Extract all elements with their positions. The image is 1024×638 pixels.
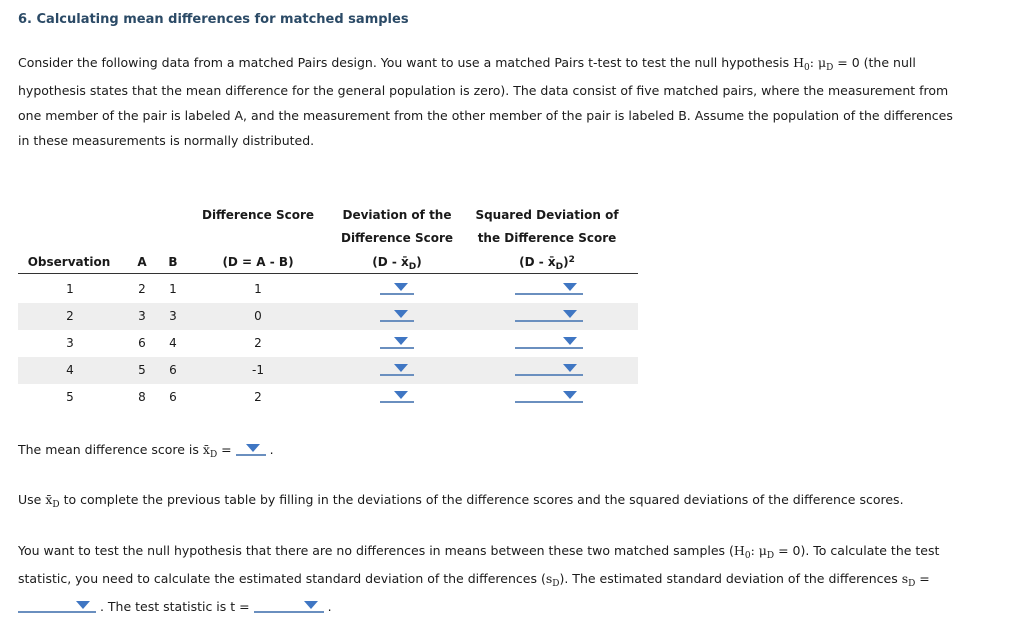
mean-difference-dropdown[interactable] <box>236 440 266 456</box>
cell-difference: 2 <box>254 336 262 350</box>
header-b: B <box>168 255 178 269</box>
header-squared-deviation: the Difference Score <box>477 231 617 245</box>
header-a: A <box>137 255 147 269</box>
table-row <box>18 276 638 303</box>
instruction-text: to complete the previous table by filling in the deviations of the difference scores and the squared deviations of the difference scores. <box>59 492 904 507</box>
chevron-down-icon <box>76 601 90 609</box>
intro-text: = 0 (the null <box>833 55 916 70</box>
chevron-down-icon <box>304 601 318 609</box>
cell-a: 6 <box>138 336 146 350</box>
cell-observation: 3 <box>66 336 74 350</box>
cell-b: 1 <box>169 282 177 296</box>
test-statistic-dropdown[interactable] <box>254 597 324 613</box>
chevron-down-icon <box>563 337 577 345</box>
cell-b: 6 <box>169 390 177 404</box>
chevron-down-icon <box>394 364 408 372</box>
header-difference-score: Difference Score <box>201 208 315 222</box>
header-deviation: Deviation of the <box>342 208 452 222</box>
xbar-symbol: $x̄_D$ <box>202 442 218 460</box>
header-observation: Observation <box>27 255 111 269</box>
instruction-line: Use $x̄_D$ to complete the previous table by filling in the deviations of the difference scores and the squared deviations of the difference scores. <box>18 492 904 510</box>
table-row <box>18 357 638 384</box>
chevron-down-icon <box>563 310 577 318</box>
table-row <box>18 384 638 411</box>
squared-deviation-dropdown[interactable] <box>515 333 583 349</box>
deviation-dropdown[interactable] <box>380 306 414 322</box>
header-deviation: Difference Score <box>340 231 454 245</box>
chevron-down-icon <box>394 283 408 291</box>
deviation-dropdown[interactable] <box>380 387 414 403</box>
sd-symbol: $s_D$ <box>901 571 916 589</box>
table-row <box>18 303 638 330</box>
cell-a: 3 <box>138 309 146 323</box>
test-statistic-paragraph: You want to test the null hypothesis that there are no differences in means between these two matched samples ($H_0$: $\mu_D = 0$). To calculate the test statistic, you need to calculate the estimated standard deviation of the differences $(s_D)$. The estimated standard deviation of the differences $s_D$ = . The test statistic is t = . <box>18 543 940 614</box>
cell-difference: 2 <box>254 390 262 404</box>
chevron-down-icon <box>246 444 260 452</box>
cell-b: 6 <box>169 363 177 377</box>
chevron-down-icon <box>394 337 408 345</box>
chevron-down-icon <box>563 283 577 291</box>
header-squared-formula: $(D - x̄_D)^2$ <box>519 255 575 272</box>
chevron-down-icon <box>563 391 577 399</box>
data-table <box>18 205 638 410</box>
squared-deviation-dropdown[interactable] <box>515 279 583 295</box>
header-squared-deviation: Squared Deviation of <box>475 208 619 222</box>
header-deviation-formula: $(D - x̄_D)$ <box>372 255 422 272</box>
cell-difference: -1 <box>252 363 264 377</box>
cell-observation: 2 <box>66 309 74 323</box>
std-dev-dropdown[interactable] <box>18 597 96 613</box>
chevron-down-icon <box>563 364 577 372</box>
cell-observation: 4 <box>66 363 74 377</box>
squared-deviation-dropdown[interactable] <box>515 387 583 403</box>
cell-observation: 5 <box>66 390 74 404</box>
h0-symbol: $H_0$: $\mu_D$ <box>793 55 834 73</box>
cell-a: 8 <box>138 390 146 404</box>
cell-a: 2 <box>138 282 146 296</box>
chevron-down-icon <box>394 391 408 399</box>
cell-difference: 1 <box>254 282 262 296</box>
mean-text: The mean difference score is <box>18 442 203 457</box>
header-divider <box>18 273 638 274</box>
cell-a: 5 <box>138 363 146 377</box>
mean-difference-line: The mean difference score is $x̄_D$ = . <box>18 442 274 460</box>
table-row <box>18 330 638 357</box>
h0-symbol: $H_0$: $\mu_D$ <box>733 543 775 561</box>
intro-text: Consider the following data from a matched Pairs design. You want to use a matched Pairs t-test to test the null hypothesis <box>18 55 794 70</box>
cell-difference: 0 <box>254 309 262 323</box>
deviation-dropdown[interactable] <box>380 360 414 376</box>
intro-text: one member of the pair is labeled A, and the measurement from the other member of the pair is labeled B. Assume the population of the differences <box>18 108 953 123</box>
cell-b: 4 <box>169 336 177 350</box>
intro-text: hypothesis states that the mean difference for the general population is zero). The data consist of five matched pairs, where the measurement from <box>18 83 949 98</box>
intro-paragraph <box>18 50 1008 153</box>
header-difference-formula: (D = A - B) <box>222 255 294 269</box>
squared-deviation-dropdown[interactable] <box>515 360 583 376</box>
squared-deviation-dropdown[interactable] <box>515 306 583 322</box>
deviation-dropdown[interactable] <box>380 333 414 349</box>
question-title: 6. Calculating mean differences for matched samples <box>18 12 409 27</box>
chevron-down-icon <box>394 310 408 318</box>
sd-symbol: $s_D$ <box>545 571 560 589</box>
deviation-dropdown[interactable] <box>380 279 414 295</box>
intro-text: in these measurements is normally distributed. <box>18 133 315 148</box>
cell-b: 3 <box>169 309 177 323</box>
xbar-symbol: $x̄_D$ <box>45 492 60 510</box>
cell-observation: 1 <box>66 282 74 296</box>
